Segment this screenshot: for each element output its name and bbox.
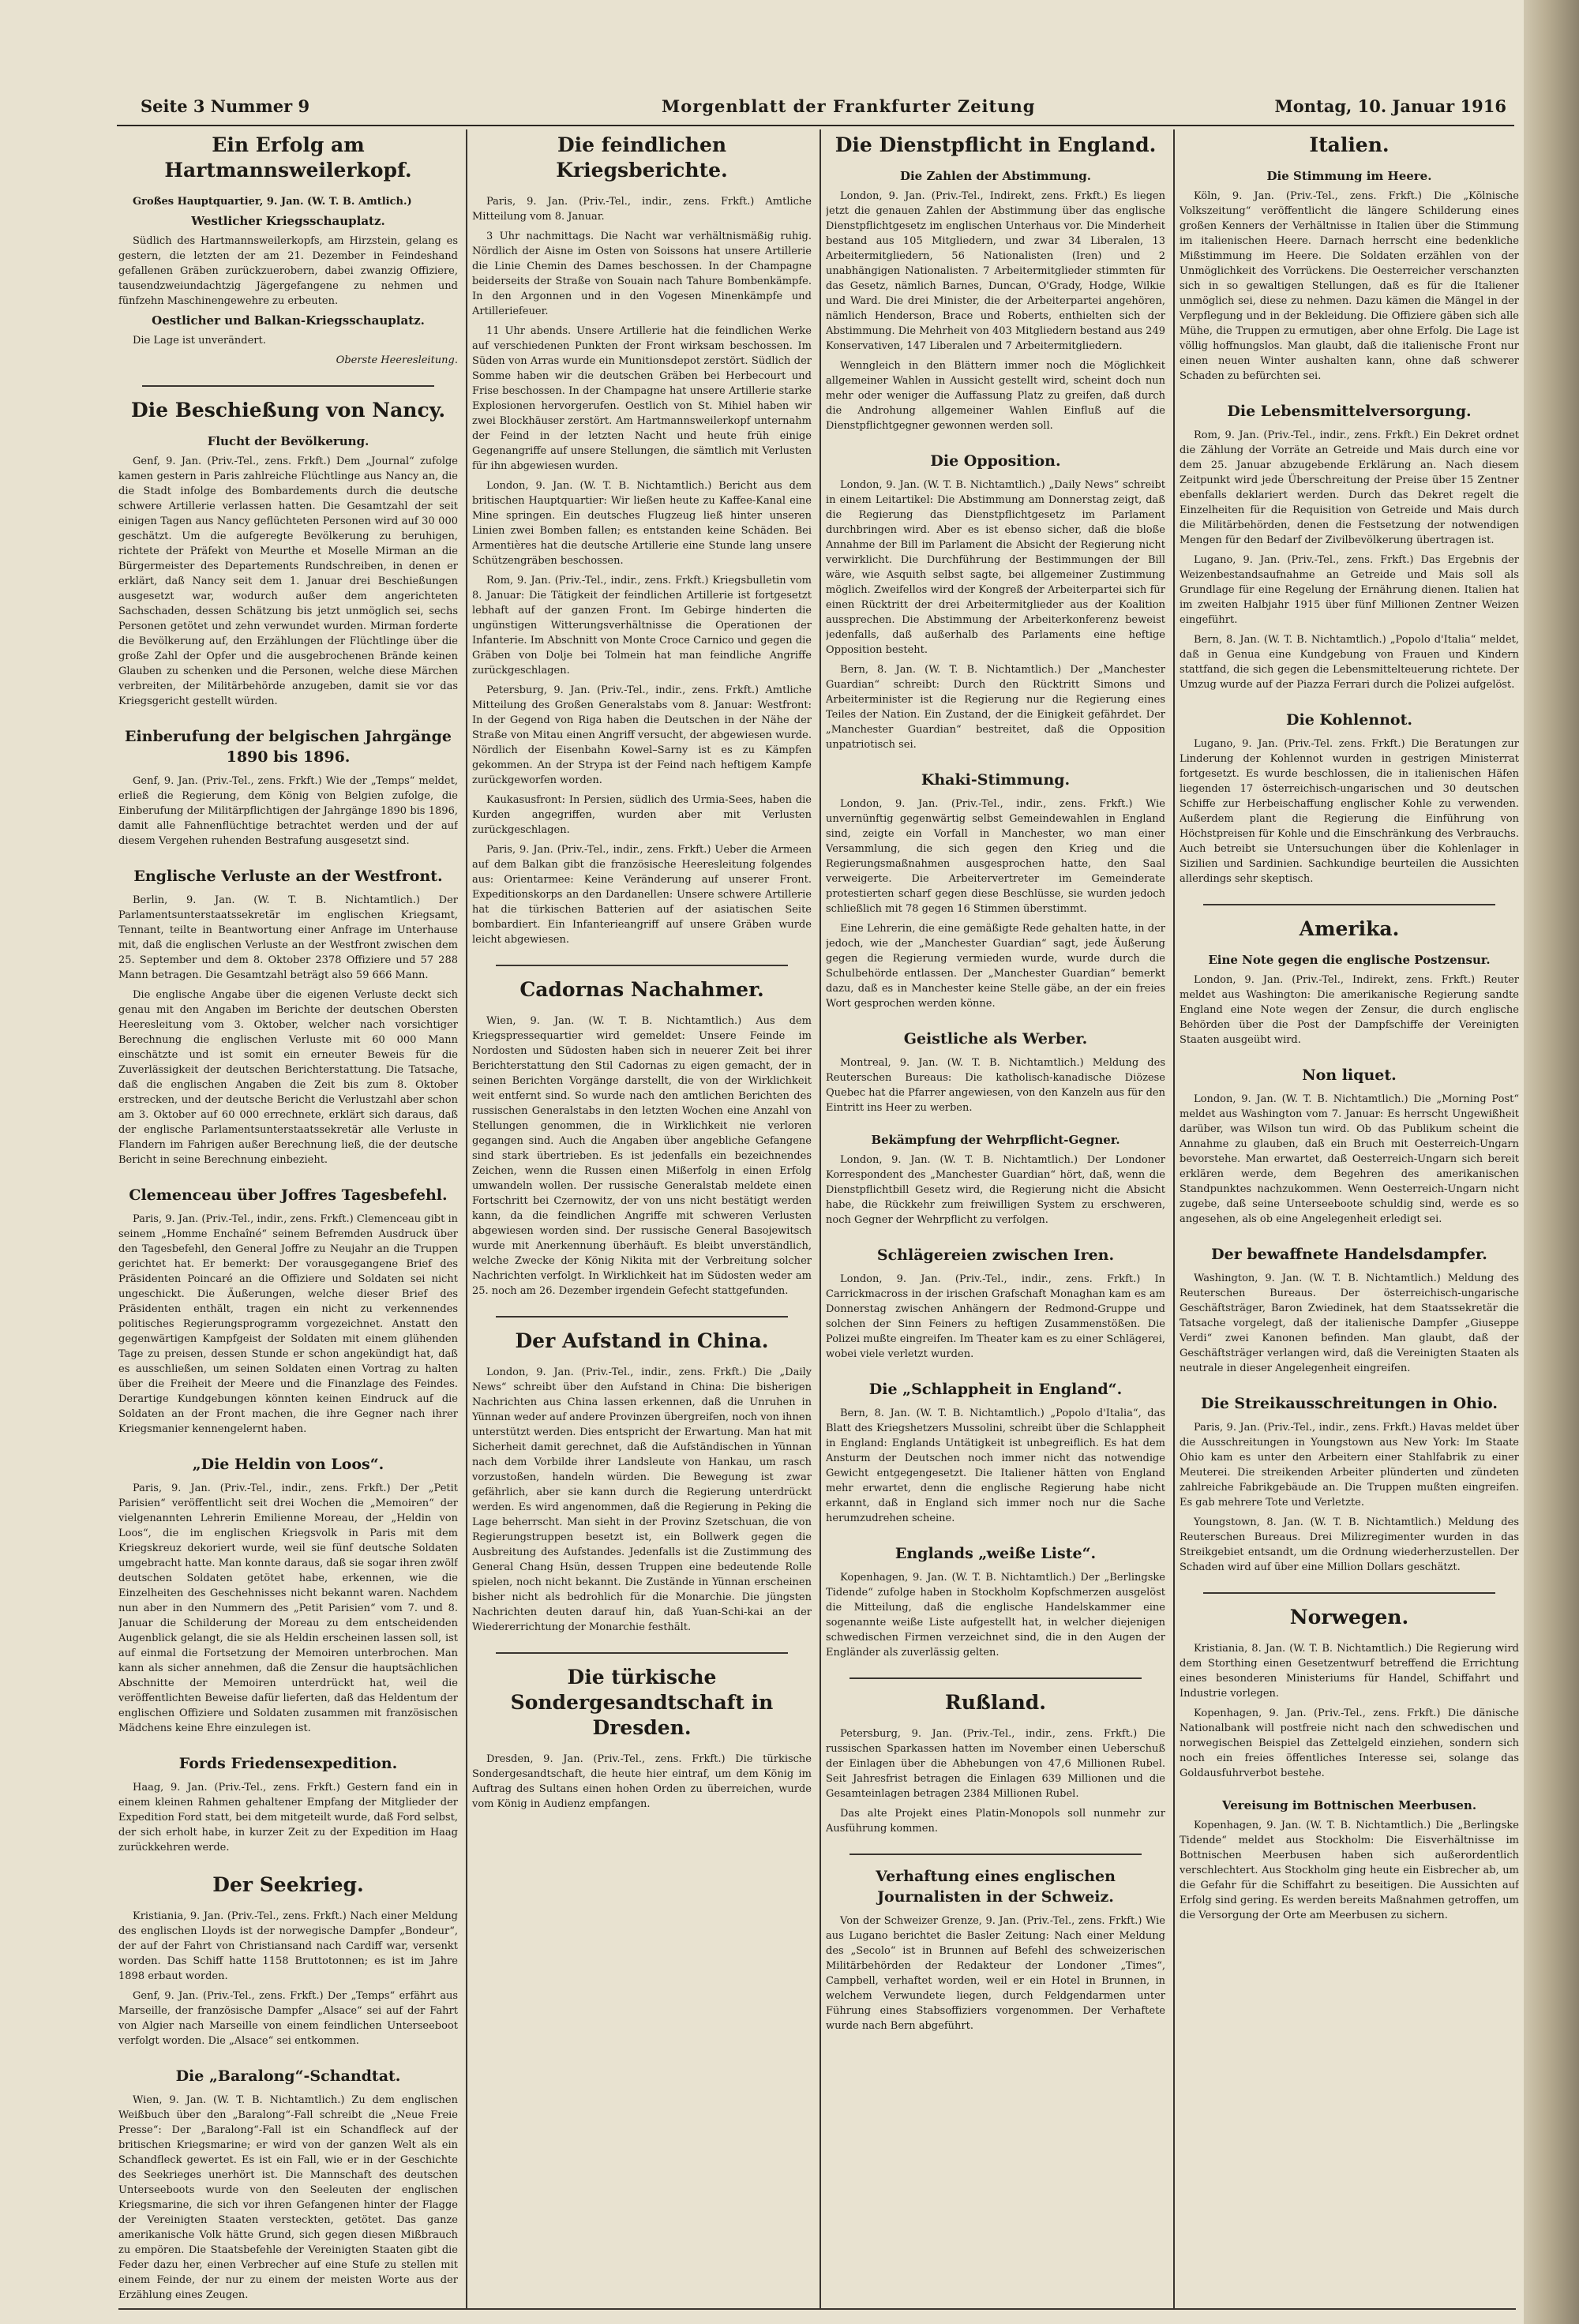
article-lebensmittel [1180, 401, 1519, 692]
signature: Oberste Heeresleitung. [336, 354, 458, 366]
article-dienstpflicht-england [826, 133, 1165, 433]
article-non-liquet [1180, 1065, 1519, 1227]
paragraph: Lugano, 9. Jan. (Priv.-Tel. zens. Frkft.) Die Beratungen zur Linderung der Kohlennot wurden in gestrigen Ministerrat fortgesetzt. Es wurde beschlossen, die in italienischen Häfen liegenden 17 österreichisch-ungarischen und 30 deutschen Schiffe zur Herbeischaffung englischer Kohle zu verwenden. Außerdem plant die Regierung die Einführung von Höchstpreisen für Kohle und die Einschränkung des Verbrauchs. Auch betreibt sie Untersuchungen über die Kohlenlager in Sizilien und Sardinien. Sachkundige beurteilen die Aussichten allerdings sehr skeptisch. [1180, 738, 1519, 885]
column-rule [466, 129, 467, 2308]
paragraph: Youngstown, 8. Jan. (W. T. B. Nichtamtlich.) Meldung des Reuterschen Bureaus. Drei Milizregimenter wurden in das Streikgebiet entsandt, um die Ordnung wiederherzustellen. Der Schaden wird auf über eine Million Dollars geschätzt. [1180, 1516, 1519, 1573]
article-schlaegereien-iren [826, 1245, 1165, 1362]
paragraph: Kopenhagen, 9. Jan. (Priv.-Tel., zens. Frkft.) Die dänische Nationalbank will postfreie nicht nach den schwedischen und norwegischen Beispiel das Zettelgeld einziehen, sondern sich noch ein freies öffentliches Interesse sei, solange das Goldausfuhrverbot bestehe. [1180, 1707, 1519, 1779]
paragraph: Genf, 9. Jan. (Priv.-Tel., zens. Frkft.) Dem „Journal“ zufolge kamen gestern in Paris zahlreiche Flüchtlinge aus Nancy an, die die Stadt infolge des Bombardements durch die deutsche schwere Artillerie verlassen hatten. Die Gesamtzahl der seit einigen Tagen aus Nancy geflüchteten Personen wird auf 30 000 geschätzt. Um die aufgeregte Bevölkerung zu beruhigen, richtete der Präfekt von Meurthe et Moselle Mirman an die Bürgermeister des Departements Rundschreiben, in denen er erklärt, daß Nancy seit dem 1. Januar drei Beschießungen ausgesetzt war, wodurch außer dem angerichteten Sachschaden, dessen Schätzung bis jetzt unmöglich sei, sechs Personen getötet und zehn verwundet wurden. Mirman forderte die Bevölkerung auf, den Erzählungen der Flüchtlinge über die große Zahl der Opfer und die ausgebrochenen Brände keinen Glauben zu schenken und die Personen, welche diese Märchen verbreiten, der Militärbehörde anzugeben, damit sie vor das Kriegsgericht gestellt würden. [118, 455, 458, 707]
subheadline: Westlicher Kriegsschauplatz. [191, 214, 385, 228]
paragraph: Bern, 8. Jan. (W. T. B. Nichtamtlich.) „Popolo d'Italia“, das Blatt des Kriegshetzers Mussolini, schreibt über die Schlappheit in England: Englands Untätigkeit ist unbegreiflich. Es hat dem Ansturm der Deutschen noch immer nicht das notwendige Gewicht entgegengesetzt. Die Italiener hätten von England mehr erwartet, denn die englische Regierung habe nicht erkannt, daß in England sich immer noch nur die Sache herumzudrehen scheine. [826, 1408, 1165, 1524]
article-hartmannsweilerkopf [118, 133, 458, 368]
paragraph: London, 9. Jan. (W. T. B. Nichtamtlich.) Die „Morning Post“ meldet aus Washington vom 7. Januar: Es herrscht Ungewißheit darüber, was Wilson tun wird. Ob das Publikum scheint die Annahme zu glauben, daß ein Bruch mit Oesterreich-Ungarn bevorstehe. Man erwartet, daß Oesterreich-Ungarn sich bereit erklären werde, dem Begehren des amerikanischen Standpunktes nachzukommen. Wenn Oesterreich-Ungarn nicht zugebe, daß seine Unterseeboote schuldig sind, werde es so angesehen, als ob eine Angelegenheit erledigt sei. [1180, 1093, 1519, 1225]
paragraph: Eine Lehrerin, die eine gemäßigte Rede gehalten hatte, in der jedoch, wie der „Manchester Guardian“ sagt, jede Äußerung gegen die Regierung vermieden wurde, wurde durch die Schulbehörde entlassen. Der „Manchester Guardian“ bemerkt dazu, daß es in Manchester keine Stelle gäbe, an der ein freies Wort gesprochen werden könne. [826, 923, 1165, 1010]
page-number: Seite 3 Nummer 9 [141, 96, 310, 116]
article-schlappheit-england [826, 1379, 1165, 1526]
paragraph: London, 9. Jan. (Priv.-Tel., Indirekt, zens. Frkft.) Reuter meldet aus Washington: Die amerikanische Regierung sandte England eine Note wegen der Zensur, die durch englische Behörden über die Post der Dampfschiffe der Vereinigten Staaten ausgeübt wird. [1180, 974, 1519, 1046]
divider [850, 1677, 1142, 1679]
paragraph: Lugano, 9. Jan. (Priv.-Tel., zens. Frkft.) Das Ergebnis der Weizenbestandsaufnahme an Getreide und Mais soll als Grundlage für eine Regelung der Ernährung dienen. Italien hat im zweiten Halbjahr 1915 über fünf Millionen Zentner Weizen eingeführt. [1180, 554, 1519, 626]
divider [850, 1854, 1142, 1855]
dateline: Großes Hauptquartier, 9. Jan. (W. T. B. Amtlich.) [133, 196, 412, 208]
article-cadornas-nachahmer [472, 977, 812, 1299]
headline: Die Beschießung von Nancy. [130, 399, 446, 422]
article-russland [826, 1690, 1165, 1836]
paragraph: Südlich des Hartmannsweilerkopfs, am Hirzstein, gelang es gestern, die letzten der am 21. Dezember in Feindeshand gefallenen Gräben zurückzuerobern, dabei zwanzig Offiziere, tausendzweiundachtzig Jägergefangene zu nehmen und fünfzehn Maschinengewehre zu erbeuten. [118, 235, 458, 307]
paragraph: Die Lage ist unverändert. [133, 335, 266, 347]
paragraph: Bern, 8. Jan. (W. T. B. Nichtamtlich.) Der „Manchester Guardian“ schreibt: Durch den Rücktritt Simons und Arbeiterminister ist die Regierung nur die Regierung eines Teiles der Nation. Ein Zustand, der die Einigkeit gefährdet. Der „Manchester Guardian“ bestreitet, daß die Opposition unpatriotisch sei. [826, 664, 1165, 751]
headline: Die Lebensmittelversorgung. [1227, 403, 1472, 420]
headline: Amerika. [1299, 917, 1400, 940]
article-amerika [1180, 916, 1519, 1048]
masthead: Morgenblatt der Frankfurter Zeitung [662, 96, 1036, 116]
paragraph: 3 Uhr nachmittags. Die Nacht war verhältnismäßig ruhig. Nördlich der Aisne im Osten von Soissons hat unsere Artillerie die Linie Chemin des Dames beschossen. In der Champagne beiderseits der Straße von Souain nach Tahure Bombenkämpfe. In den Argonnen und in den Vogesen Minenkämpfe und Artilleriefeuer. [472, 231, 812, 317]
paragraph: Genf, 9. Jan. (Priv.-Tel., zens. Frkft.) Wie der „Temps“ meldet, erließ die Regierung, dem König von Belgien zufolge, die Einberufung der Militärpflichtigen der Jahrgänge 1890 bis 1896, damit alle Fahnenflüchtige betrachtet werden und der auf diesem Vergehen ruhenden Bestrafung ausgesetzt sind. [118, 775, 458, 847]
column-4 [1180, 129, 1519, 2316]
article-aufstand-china [472, 1329, 812, 1635]
article-seekrieg [118, 1872, 458, 2048]
paragraph: Kopenhagen, 9. Jan. (W. T. B. Nichtamtlich.) Die „Berlingske Tidende“ meldet aus Stockholm: Die Eisverhältnisse im Bottnischen Meerbusen haben sich außerordentlich verschlechtert. Aus Stockholm ging heute ein Eisbrecher ab, um die Gefahr für die Schiffahrt zu beseitigen. Die Aussichten auf Erfolg sind gering. Es werden bereits Maßnahmen getroffen, um die Versorgung der Orte am Meerbusen zu sichern. [1180, 1820, 1519, 1921]
article-khaki-stimmung [826, 770, 1165, 1011]
headline: Englands „weiße Liste“. [895, 1545, 1097, 1562]
bottom-rule [118, 2308, 1516, 2310]
headline: Cadornas Nachahmer. [519, 978, 764, 1001]
article-wehrpflicht-gegner [826, 1133, 1165, 1228]
headline: Rußland. [944, 1691, 1046, 1714]
paragraph: Das alte Projekt eines Platin-Monopols soll nunmehr zur Ausführung kommen. [826, 1808, 1165, 1835]
article-baralong [118, 2066, 458, 2303]
paragraph: Paris, 9. Jan. (Priv.-Tel., indir., zens. Frkft.) Amtliche Mitteilung vom 8. Januar. [472, 196, 812, 223]
page-header [117, 88, 1514, 126]
article-nancy [118, 398, 458, 709]
paragraph: London, 9. Jan. (W. T. B. Nichtamtlich.) Bericht aus dem britischen Hauptquartier: Wir ließen heute zu Kaffee-Kanal eine Mine springen. Ein deutsches Flugzeug ließ hinter unseren Linien zwei Bomben fallen; es entstanden keine Schäden. Bei Armentières hat die deutsche Artillerie eine Stunde lang unsere Schützengräben beschossen. [472, 480, 812, 567]
subheadline: Eine Note gegen die englische Postzensur. [1208, 953, 1491, 967]
paragraph: Paris, 9. Jan. (Priv.-Tel., indir., zens. Frkft.) Clemenceau gibt in seinem „Homme Enchaîné“ seinem Befremden Ausdruck über den Tagesbefehl, den General Joffre zu Neujahr an die Truppen gerichtet hat. Er bemerkt: Der vorausgegangene Brief des Präsidenten Poincaré an die Offiziere und Soldaten sei nicht ungeschickt. Die Äußerungen, welche dieser Brief des Präsidenten enthält, tragen ein nicht zu verkennendes politisches Regierungsprogramm vorgezeichnet. Anstatt den gegenwärtigen Kampfgeist der Soldaten mit einem glühenden Tage zu preisen, dessen Stunde er schon angekündigt hat, daß es ausschließen, um seinen Soldaten einen Vortrag zu halten über die Freiheit der Meere und die Finanzlage des Feindes. Derartige Kundgebungen könnten keinen Eindruck auf die Soldaten an der Front machen, die ihre Gegner nach ihrer Kriegsmanier kennengelernt haben. [118, 1213, 458, 1435]
paragraph: Paris, 9. Jan. (Priv.-Tel., indir., zens. Frkft.) Ueber die Armeen auf dem Balkan gibt die französische Heeresleitung folgendes aus: Orientarmee: Keine Veränderung auf unserer Front. Expeditionskorps an den Dardanellen: Unsere schwere Artillerie hat die türkischen Batterien auf der asiatischen Seite bombardiert. Ein Infanterieangriff auf unsere Gräben wurde leicht abgewiesen. [472, 844, 812, 946]
paragraph: Kristiania, 8. Jan. (W. T. B. Nichtamtlich.) Die Regierung wird dem Storthing einen Gesetzentwurf betreffend die Errichtung eines besonderen Ministeriums für Handel, Schiffahrt und Industrie vorlegen. [1180, 1643, 1519, 1700]
article-clemenceau [118, 1185, 458, 1437]
headline: Englische Verluste an der Westfront. [133, 868, 443, 885]
column-1 [118, 129, 458, 2316]
article-heldin-von-loos [118, 1454, 458, 1736]
paragraph: London, 9. Jan. (W. T. B. Nichtamtlich.) „Daily News“ schreibt in einem Leitartikel: Die Abstimmung am Donnerstag zeigt, daß die Regierung das Dienstpflichtgesetz im Parlament durchbringen wird. Aber es ist ebenso sicher, daß die bloße Annahme der Bill im Parlament die Absicht der Regierung nicht verwirklicht. Die Durchführung der Bestimmungen der Bill wäre, wie Asquith selbst sagte, bei allgemeiner Zustimmung möglich. Zweifellos wird der Kongreß der Arbeiterpartei sich für einen Rücktritt der drei Arbeitermitglieder aus der Koalition aussprechen. Die Abstimmung der Arbeiterkonferenz beweist jedenfalls, daß außerhalb des Parlaments eine heftige Opposition besteht. [826, 479, 1165, 656]
divider [1203, 1592, 1495, 1594]
paragraph: Paris, 9. Jan. (Priv.-Tel., indir., zens. Frkft.) Havas meldet über die Ausschreitungen in Youngstown aus New York: Im Staate Ohio kam es unter den Arbeitern einer Stahlfabrik zu einer Meuterei. Die streikenden Arbeiter plünderten und zündeten zahlreiche Fabrikgebäude an. Die Truppen mußten eingreifen. Es gab mehrere Tote und Verletzte. [1180, 1422, 1519, 1509]
paragraph: Haag, 9. Jan. (Priv.-Tel., zens. Frkft.) Gestern fand ein in einem kleinen Rahmen gehaltener Empfang der Mitglieder der Expedition Ford statt, bei dem mitgeteilt wurde, daß Ford selbst, der sich erholt habe, in kurzer Zeit zu der Expedition im Haag zurückkehren werde. [118, 1782, 458, 1854]
headline: Bekämpfung der Wehrpflicht-Gegner. [871, 1133, 1120, 1147]
paragraph: London, 9. Jan. (Priv.-Tel., indir., zens. Frkft.) Die „Daily News“ schreibt über den Aufstand in China: Die bisherigen Nachrichten aus China lassen erkennen, daß die Unruhen in Yünnan weder auf andere Provinzen übergreifen, noch von ihnen unterstützt werden. Dies entspricht der Erwartung. Man hat mit Sicherheit damit gerechnet, daß die Aufständischen in Yünnan nach dem Vorbilde ihrer Landsleute von Hankau, um rasch vorzustoßen, handeln würden. Die Bewegung ist zwar gefährlich, aber sie kann durch die Regierung unterdrückt werden. Es wird angenommen, daß die Regierung in Peking die Lage beherrscht. Man sieht in der Provinz Szetschuan, die von Regierungstruppen besetzt ist, ein Bollwerk gegen die Ausbreitung des Aufstandes. Jedenfalls ist die Zustimmung des General Chang Hsün, dessen Truppen eine bedeutende Rolle spielen, noch nicht bekannt. Die Zustände in Yünnan erscheinen bisher nicht als bedrohlich für die Monarchie. Die jüngsten Nachrichten deuten darauf hin, daß Yuan-Schi-kai an der Wiedererrichtung der Monarchie festhält. [472, 1366, 812, 1633]
paragraph: Rom, 9. Jan. (Priv.-Tel., indir., zens. Frkft.) Ein Dekret ordnet die Zählung der Vorräte an Getreide und Mais durch eine vor dem 25. Januar abzugebende Erklärung an. Nach diesem Zeitpunkt wird jede Überschreitung der Preise über 15 Zentner ebenfalls deklariert werden. Durch das Dekret regelt die Einzelheiten für die Requisition von Getreide und Mais durch die Militärbehörden, denen die Festsetzung der notwendigen Mengen für den Bedarf der Zivilbevölkerung übertragen ist. [1180, 429, 1519, 546]
headline: Clemenceau über Joffres Tagesbefehl. [129, 1186, 448, 1204]
paragraph: Bern, 8. Jan. (W. T. B. Nichtamtlich.) „Popolo d'Italia“ meldet, daß in Genua eine Kundgebung von Frauen und Kindern stattfand, die sich gegen die Lebensmittelteuerung richtete. Der Umzug wurde auf der Piazza Ferrari durch die Polizei aufgelöst. [1180, 634, 1519, 691]
divider [142, 385, 434, 387]
headline: Die Streikausschreitungen in Ohio. [1201, 1395, 1498, 1412]
paragraph: Wien, 9. Jan. (W. T. B. Nichtamtlich.) Aus dem Kriegspressequartier wird gemeldet: Unsere Feinde im Nordosten und Südosten haben sich in neuerer Zeit bei ihrer Berichterstattung den Stil Cadornas zu eigen gemacht, der in seinen Berichten Vorgänge darstellt, die von der Wirklichkeit weit entfernt sind. So wurde nach den amtlichen Berichten des russischen Generalstabs in den letzten Wochen eine Anzahl von Stellungen genommen, die in Wirklichkeit nie verloren gegangen sind. Auch die Angaben über angebliche Gefangene sind stark übertrieben. Es ist jedenfalls ein bezeichnendes Zeichen, wenn die Russen einen Mißerfolg in einen Erfolg umwandeln wollen. Der russische Generalstab meldete einen Fortschritt bei Czernowitz, der von uns nicht bestätigt werden kann, da die feindlichen Angriffe mit schweren Verlusten abgewiesen worden sind. Der russische General Basojewitsch wurde mit Anerkennung überhäuft. Es bleibt unverständlich, welche Zwecke der König Nikita mit der Verbreitung solcher Nachrichten verfolgt. In Wirklichkeit hat im Südosten weder am 25. noch am 26. Dezember irgendein Gefecht stattgefunden. [472, 1015, 812, 1297]
headline: Der Seekrieg. [212, 1873, 364, 1896]
subheadline: Die Stimmung im Heere. [1266, 169, 1432, 183]
article-vereisung [1180, 1798, 1519, 1923]
paragraph: Berlin, 9. Jan. (W. T. B. Nichtamtlich.) Der Parlamentsunterstaatssekretär im englischen Kriegsamt, Tennant, teilte in Beantwortung einer Anfrage im Unterhause mit, daß die englischen Verluste an der Westfront zwischen dem 25. September und dem 8. Oktober 2378 Offiziere und 57 288 Mann betragen. Die Gesamtzahl beträgt also 59 666 Mann. [118, 894, 458, 981]
paragraph: Paris, 9. Jan. (Priv.-Tel., indir., zens. Frkft.) Der „Petit Parisien“ veröffentlicht seit drei Wochen die „Memoiren“ der vielgenannten Lehrerin Emilienne Moreau, der „Heldin von Loos“, die im englischen Kriegsvolk in Paris mit dem Kriegskreuz dekoriert wurde, weil sie fünf deutsche Soldaten umgebracht hatte. Man konnte daraus, daß sie sogar ihren zwölf deutschen Soldaten getötet habe, erkennen, wie die Einzelheiten des Geschehnisses nicht bekannt waren. Nachdem nun aber in den Nummern des „Petit Parisien“ vom 7. und 8. Januar die Schilderung der Moreau zu dem entscheidenden Augenblick gelangt, die sie als Heldin erscheinen lassen soll, ist auf einmal die Fortsetzung der Memoiren unterbrochen. Man kann als sicher annehmen, daß die Zensur die hauptsächlichen Abschnitte der Memoiren unterdrückt hat, weil die veröffentlichten Beweise dafür lieferten, daß das Heldentum der englischen Offiziere und Soldaten zusammen mit französischen Mädchens keine Ehre einzulegen ist. [118, 1482, 458, 1734]
headline: Die Kohlennot. [1286, 711, 1412, 729]
paragraph: Kaukasusfront: In Persien, südlich des Urmia-Sees, haben die Kurden angegriffen, wurden aber mit Verlusten zurückgeschlagen. [472, 794, 812, 836]
article-handelsdampfer [1180, 1244, 1519, 1376]
article-geistliche-werber [826, 1029, 1165, 1115]
headline: Der Aufstand in China. [515, 1329, 769, 1352]
divider [1203, 904, 1495, 905]
headline: Non liquet. [1302, 1066, 1397, 1084]
headline: Geistliche als Werber. [903, 1030, 1088, 1048]
subheadline: Flucht der Bevölkerung. [207, 434, 369, 448]
headline: Die Dienstpflicht in England. [835, 133, 1157, 156]
column-3 [826, 129, 1165, 2316]
issue-date: Montag, 10. Januar 1916 [1274, 96, 1506, 116]
article-english-losses [118, 866, 458, 1168]
headline: Einberufung der belgischen Jahrgänge 1890 bis 1896. [124, 728, 452, 766]
headline: Die „Schlappheit in England“. [868, 1381, 1123, 1398]
paragraph: Wenngleich in den Blättern immer noch die Möglichkeit allgemeiner Wahlen in Aussicht gestellt wird, scheint doch nun mehr oder weniger die Auffassung Platz zu greifen, daß durch die Androhung allgemeiner Wahlen Einfluß auf die Dienstpflichtgegner gewonnen werden soll. [826, 360, 1165, 432]
subheadline: Die Zahlen der Abstimmung. [899, 169, 1092, 183]
paragraph: Washington, 9. Jan. (W. T. B. Nichtamtlich.) Meldung des Reuterschen Bureaus. Der österreichisch-ungarische Geschäftsträger, Baron Zwiedinek, hat dem Staatssekretär die Tatsache vorgelegt, daß der italienische Dampfer „Giuseppe Verdi“ zwei Kanonen befinden. Man glaubt, daß der Geschäftsträger verlangen wird, daß die Vereinigten Staaten als neutrale in dieser Angelegenheit eingreifen. [1180, 1273, 1519, 1374]
paragraph: Kristiania, 9. Jan. (Priv.-Tel., zens. Frkft.) Nach einer Meldung des englischen Lloyds ist der norwegische Dampfer „Bondeur“, der auf der Fahrt von Christiansand nach Cardiff war, versenkt worden. Das Schiff hatte 1158 Bruttotonnen; es ist im Jahre 1898 erbaut worden. [118, 1910, 458, 1982]
paragraph: London, 9. Jan. (Priv.-Tel., indir., zens. Frkft.) Wie unvernünftig gegenwärtig selbst Gemeindewahlen in England sind, zeigte ein Vorfall in Manchester, wo man einer Versammlung, die sich gegen den Krieg und die Regierungsmaßnahmen ausgesprochen hatte, den Saal verweigerte. Die Arbeitervertreter im Gemeinderate protestierten scharf gegen diese Beschlüsse, sie wurden jedoch schließlich mit 78 gegen 16 Stimmen überstimmt. [826, 798, 1165, 915]
article-kohlennot [1180, 710, 1519, 886]
paragraph: Die englische Angabe über die eigenen Verluste deckt sich genau mit den Angaben im Berichte der deutschen Obersten Heeresleitung vom 3. Oktober, welcher nach vorsichtiger Berechnung die englischen Verluste mit 60 000 Mann einschätzte und ist somit ein erneuter Beweis für die Zuverlässigkeit der deutschen Berichterstattung. Die Tatsache, daß die englischen Angaben die Zeit bis zum 8. Oktober erstrecken, und der deutsche Bericht die Verlustzahl aber schon am 3. Oktober auf 60 000 errechnete, erklärt sich daraus, daß der englische Parlamentsunterstaatssekretär alle Verluste in Flandern im Fahrigen außer Berechnung ließ, die der deutsche Bericht in seine Berechnung einbezieht. [118, 989, 458, 1166]
headline: Khaki-Stimmung. [921, 771, 1071, 789]
subheadline: Oestlicher und Balkan-Kriegsschauplatz. [152, 313, 425, 328]
paragraph: Köln, 9. Jan. (Priv.-Tel., zens. Frkft.) Die „Kölnische Volkszeitung“ veröffentlicht die längere Schilderung eines großen Kenners der Verhältnisse in Italien über die Stimmung im italienischen Heere. Darnach herrscht eine bedenkliche Mißstimmung im Heere. Die Soldaten erzählen von der Unmöglichkeit des Vorrückens. Die Oesterreicher verschanzten sich in so gewaltigen Stellungen, daß es für die Italiener unmöglich sei, diese zu nehmen. Dazu kämen die Mängel in der Verpflegung und in der Bekleidung. Die Offiziere gäben sich alle Mühe, die Truppen zu ermutigen, aber ohne Erfolg. Die Lage ist völlig hoffnungslos. Man glaubt, daß die italienische Front nur einen neuen Winter aushalten kann, ohne daß schwerer Schaden zu befürchten sei. [1180, 190, 1519, 382]
headline: Verhaftung eines englischen Journalisten in der Schweiz. [876, 1868, 1116, 1906]
paragraph: London, 9. Jan. (Priv.-Tel., Indirekt, zens. Frkft.) Es liegen jetzt die genauen Zahlen der Abstimmung über das englische Dienstpflichtgesetz im englischen Unterhaus vor. Die Minderheit bestand aus 105 Mitgliedern, und zwar 34 Liberalen, 13 Arbeitermitgliedern, 56 Nationalisten (Iren) und 2 unabhängigen Nationalisten. 7 Arbeitermitglieder stimmten für das Gesetz, nämlich Barnes, Duncan, O'Grady, Hodge, Wilkie und Ward. Die drei Minister, die der Arbeiterpartei angehören, nämlich Henderson, Brace und Roberts, enthielten sich der Abstimmung. Die Mehrheit von 403 Mitgliedern bestand aus 249 Konservativen, 147 Liberalen und 7 Arbeitermitgliedern. [826, 190, 1165, 352]
headline: Norwegen. [1289, 1606, 1409, 1629]
paragraph: London, 9. Jan. (W. T. B. Nichtamtlich.) Der Londoner Korrespondent des „Manchester Guardian“ hört, daß, wenn die Dienstpflichtbill Gesetz wird, die Regierung nicht die Absicht habe, die Rückkehr zum freiwilligen System zu erschweren, noch Gegner der Wehrpflicht zu verfolgen. [826, 1154, 1165, 1226]
headline: Die „Baralong“-Schandtat. [175, 2067, 401, 2085]
paragraph: Kopenhagen, 9. Jan. (W. T. B. Nichtamtlich.) Der „Berlingske Tidende“ zufolge haben in Stockholm Kopfschmerzen ausgelöst die Mitteilung, daß die englische Handelskammer eine sogenannte weiße Liste aufgestellt hat, in welcher diejenigen schwedischen Firmen verzeichnet sind, die in den Augen der Engländer als zuverlässig gelten. [826, 1572, 1165, 1659]
paragraph: 11 Uhr abends. Unsere Artillerie hat die feindlichen Werke auf verschiedenen Punkten der Front wirksam beschossen. Im Süden von Arras wurde ein Munitionsdepot zerstört. Südlich der Somme haben wir die deutschen Gräben bei Herbecourt und Frise beschossen. In der Champagne hat unsere Artillerie starke Explosionen hervorgerufen. Oestlich von St. Mihiel haben wir zwei Blockhäuser zerstört. Am Hartmannsweilerkopf unternahm der Feind in der letzten Nacht und heute früh einige Gegenangriffe auf unsere Stellungen, die sämtlich mit Verlusten für ihn abgewiesen wurden. [472, 325, 812, 472]
article-feindliche-kriegsberichte [472, 133, 812, 947]
headline: Die Opposition. [930, 452, 1061, 470]
paragraph: Rom, 9. Jan. (Priv.-Tel., indir., zens. Frkft.) Kriegsbulletin vom 8. Januar: Die Tätigkeit der feindlichen Artillerie ist fortgesetzt lebhaft auf der ganzen Front. Im Gebirge hinderten die ungünstigen Witterungsverhältnisse die Operationen der Infanterie. Im Abschnitt von Monte Croce Carnico und gegen die Gräben von Dolje bei Tolmein hat man feindliche Angriffe zurückgeschlagen. [472, 575, 812, 677]
column-2 [472, 129, 812, 2316]
column-rule [1173, 129, 1175, 2308]
headline: Ein Erfolg am Hartmannsweilerkopf. [164, 133, 412, 182]
headline: Die türkische Sondergesandtschaft in Dresden. [510, 1666, 774, 1739]
article-weisse-liste [826, 1543, 1165, 1660]
article-journalist-schweiz [826, 1866, 1165, 2034]
article-streik-ohio [1180, 1393, 1519, 1575]
article-tuerkische-gesandtschaft [472, 1665, 812, 1812]
headline: Italien. [1309, 133, 1390, 156]
article-italien [1180, 133, 1519, 384]
paragraph: Genf, 9. Jan. (Priv.-Tel., zens. Frkft.) Der „Temps“ erfährt aus Marseille, der französische Dampfer „Alsace“ sei auf der Fahrt von Algier nach Marseille von einem feindlichen Unterseeboot verfolgt worden. Die „Alsace“ sei entkommen. [118, 1990, 458, 2047]
headline: Der bewaffnete Handelsdampfer. [1211, 1246, 1487, 1263]
divider [496, 965, 788, 966]
article-opposition [826, 451, 1165, 752]
column-rule [820, 129, 821, 2308]
article-norwegen [1180, 1605, 1519, 1781]
headline: Fords Friedensexpedition. [178, 1755, 398, 1772]
paragraph: Petersburg, 9. Jan. (Priv.-Tel., indir., zens. Frkft.) Amtliche Mitteilung des Großen Generalstabs vom 8. Januar: Westfront: In der Gegend von Riga haben die Deutschen in der Nähe der Straße von Mitau einen Angriff versucht, der abgewiesen wurde. Nördlich der Eisenbahn Kowel–Sarny ist es zu Kämpfen gekommen. An der Strypa ist der Feind nach heftigem Kampfe zurückgeworfen worden. [472, 684, 812, 786]
headline: Die feindlichen Kriegsberichte. [556, 133, 728, 182]
paragraph: Petersburg, 9. Jan. (Priv.-Tel., indir., zens. Frkft.) Die russischen Sparkassen hatten im November einen Ueberschuß der Einlagen über die Abhebungen von 47,6 Millionen Rubel. Seit Jahresfrist betragen die Einlagen 639 Millionen und die Gesamteinlagen betragen 2384 Millionen Rubel. [826, 1728, 1165, 1800]
paragraph: Von der Schweizer Grenze, 9. Jan. (Priv.-Tel., zens. Frkft.) Wie aus Lugano berichtet die Basler Zeitung: Nach einer Meldung des „Secolo“ ist in Brunnen auf Befehl des schweizerischen Militärbehörden der Redakteur der Londoner „Times“, Campbell, verhaftet worden, weil er ein Hotel in Brunnen, in welchem Verwundete liegen, durch Feldgendarmen unter Führung eines Stabsoffiziers vorgenommen. Der Verhaftete wurde nach Bern abgeführt. [826, 1915, 1165, 2032]
paragraph: Dresden, 9. Jan. (Priv.-Tel., zens. Frkft.) Die türkische Sondergesandtschaft, die heute hier eintraf, um dem König im Auftrag des Sultans einen hohen Orden zu überreichen, wurde vom König in Audienz empfangen. [472, 1753, 812, 1810]
article-belgian-conscription [118, 726, 458, 849]
paragraph: Montreal, 9. Jan. (W. T. B. Nichtamtlich.) Meldung des Reuterschen Bureaus: Die katholisch-kanadische Diözese Quebec hat die Pfarrer angewiesen, von den Kanzeln aus für den Eintritt ins Heer zu werben. [826, 1057, 1165, 1114]
scan-binding-edge [1524, 0, 1579, 2324]
paragraph: Wien, 9. Jan. (W. T. B. Nichtamtlich.) Zu dem englischen Weißbuch über den „Baralong“-Fall schreibt die „Neue Freie Presse“: Der „Baralong“-Fall ist ein Schandfleck auf der britischen Kriegsmarine; er wird von der ganzen Welt als ein Schandfleck gewertet. Es ist ein Fall, wie er in der Geschichte des Seekrieges unerhört ist. Die Mannschaft des deutschen Unterseeboots wurde von den Seeleuten der englischen Kriegsmarine, die sich vor ihren Gefangenen hinter der Flagge der Vereinigten Staaten versteckten, getötet. Das ganze amerikanische Volk hätte Grund, sich gegen diesen Mißbrauch zu empören. Die Staatsbefehle der Vereinigten Staaten gibt die Feder dazu her, einen Verbrecher auf eine Stufe zu stellen mit einem Feinde, der nur zu einem der meisten Worte aus der Erzählung eines Zeugen. [118, 2094, 458, 2301]
paragraph: London, 9. Jan. (Priv.-Tel., indir., zens. Frkft.) In Carrickmacross in der irischen Grafschaft Monaghan kam es am Donnerstag zwischen Anhängern der Redmond-Gruppe und solchen der Sinn Feiners zu heftigen Zusammenstößen. Die Polizei mußte eingreifen. Im Theater kam es zu einer Schlägerei, wobei viele verletzt wurden. [826, 1273, 1165, 1360]
divider [496, 1652, 788, 1654]
headline: Schlägereien zwischen Iren. [876, 1246, 1115, 1264]
divider [496, 1316, 788, 1318]
article-ford-expedition [118, 1753, 458, 1855]
headline: Vereisung im Bottnischen Meerbusen. [1221, 1798, 1477, 1812]
headline: „Die Heldin von Loos“. [192, 1456, 384, 1473]
